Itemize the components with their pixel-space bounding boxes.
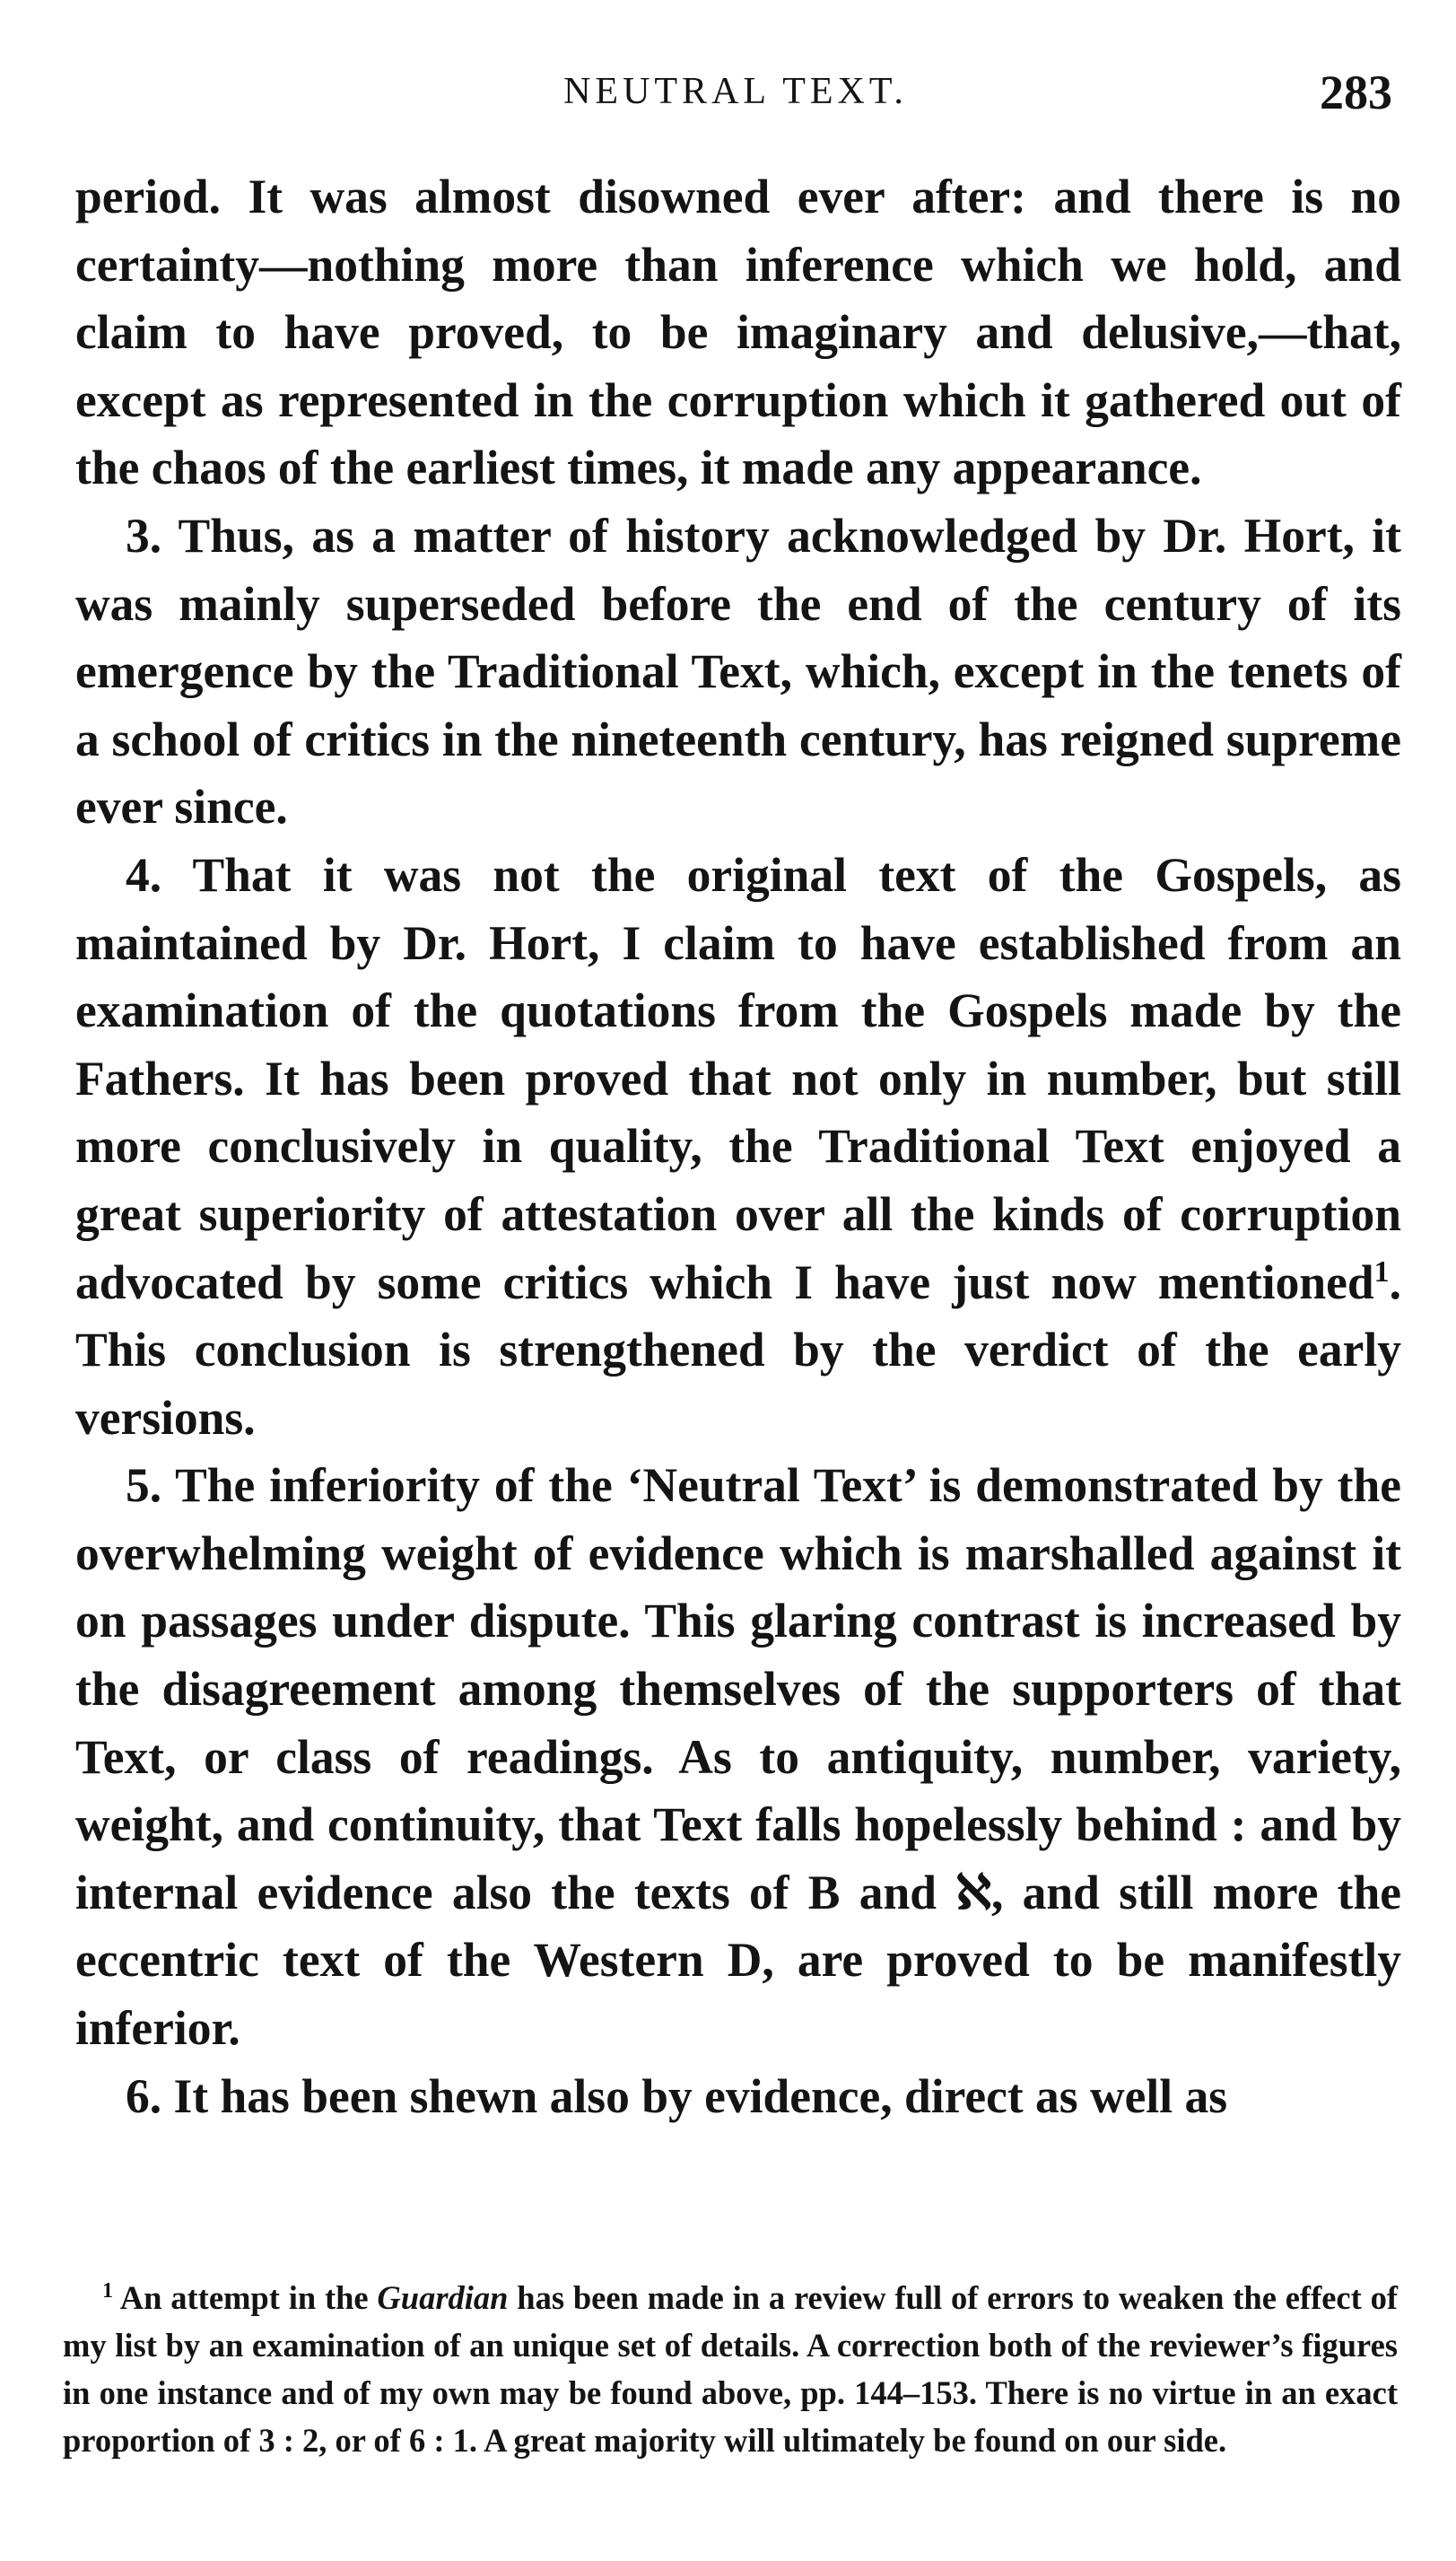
footnote-text-start: An attempt in the [113, 2279, 378, 2316]
page-number: 283 [1320, 66, 1392, 119]
paragraph-4-text-end: . This conclusion is strengthened by the verdict of the early versions. [75, 1254, 1401, 1445]
paragraph-continuation: period. It was almost disowned ever after: and there is no certainty—nothing more than inference which we hold, and claim to have proved, to be imaginary and delusive,—that, except as represented in the corruption which it gathered out of the chaos of the earliest times, it made any appearance. [75, 170, 1401, 495]
paragraph-5: 5. The inferiority of the ‘Neutral Text’ is demonstrated by the overwhelming weight of evidence which is marshalled against it on passages under dispute. This glaring contrast is increased by the disagreement among themselves of the supporters of that Text, or class of readings. As to antiquity, number, variety, weight, and continuity, that Text falls hopelessly behind : and by internal evidence also the texts of B and ℵ, and still more the eccentric text of the Western D, are proved to be manifestly inferior. [75, 1458, 1401, 2056]
paragraph-6: 6. It has been shewn also by evidence, direct as well as [126, 2068, 1228, 2123]
footnote-text-end: has been made in a review full of errors to weaken the effect of my list by an examination of an unique set of details. A correction both of the reviewer’s figures in one instance and of my own may be found above, pp. 144–153. There is no virtue in an exact proportion of 3 : 2, or of 6 : 1. A great majority will ultimately be found on our side. [63, 2279, 1399, 2459]
paragraph-4 [75, 842, 1401, 1452]
running-title: NEUTRAL TEXT. [563, 71, 908, 112]
paragraph-4-text: 4. That it was not the original text of the Gospels, as maintained by Dr. Hort, I claim to have established from an examination of the quotations from the Gospels made by the Fathers. It has been proved that not only in number, but still more conclusively in quality, the Traditional Text enjoyed a great superiority of attestation over all the kinds of corruption advocated by some critics which I have just now mentioned [75, 847, 1401, 1309]
footnote-reference: 1 [1373, 1254, 1390, 1289]
footnote-marker: 1 [102, 2278, 113, 2303]
footnotes [63, 2274, 1398, 2464]
footnote-journal-title: Guardian [377, 2279, 509, 2316]
footnote [63, 2274, 1398, 2464]
body-text [75, 163, 1401, 2130]
running-head [72, 65, 1399, 127]
paragraph-3: 3. Thus, as a matter of history acknowledged by Dr. Hort, it was mainly superseded before the end of the century of its emergence by the Traditional Text, which, except in the tenets of a school of critics in the nineteenth century, has reigned supreme ever since. [75, 508, 1401, 835]
